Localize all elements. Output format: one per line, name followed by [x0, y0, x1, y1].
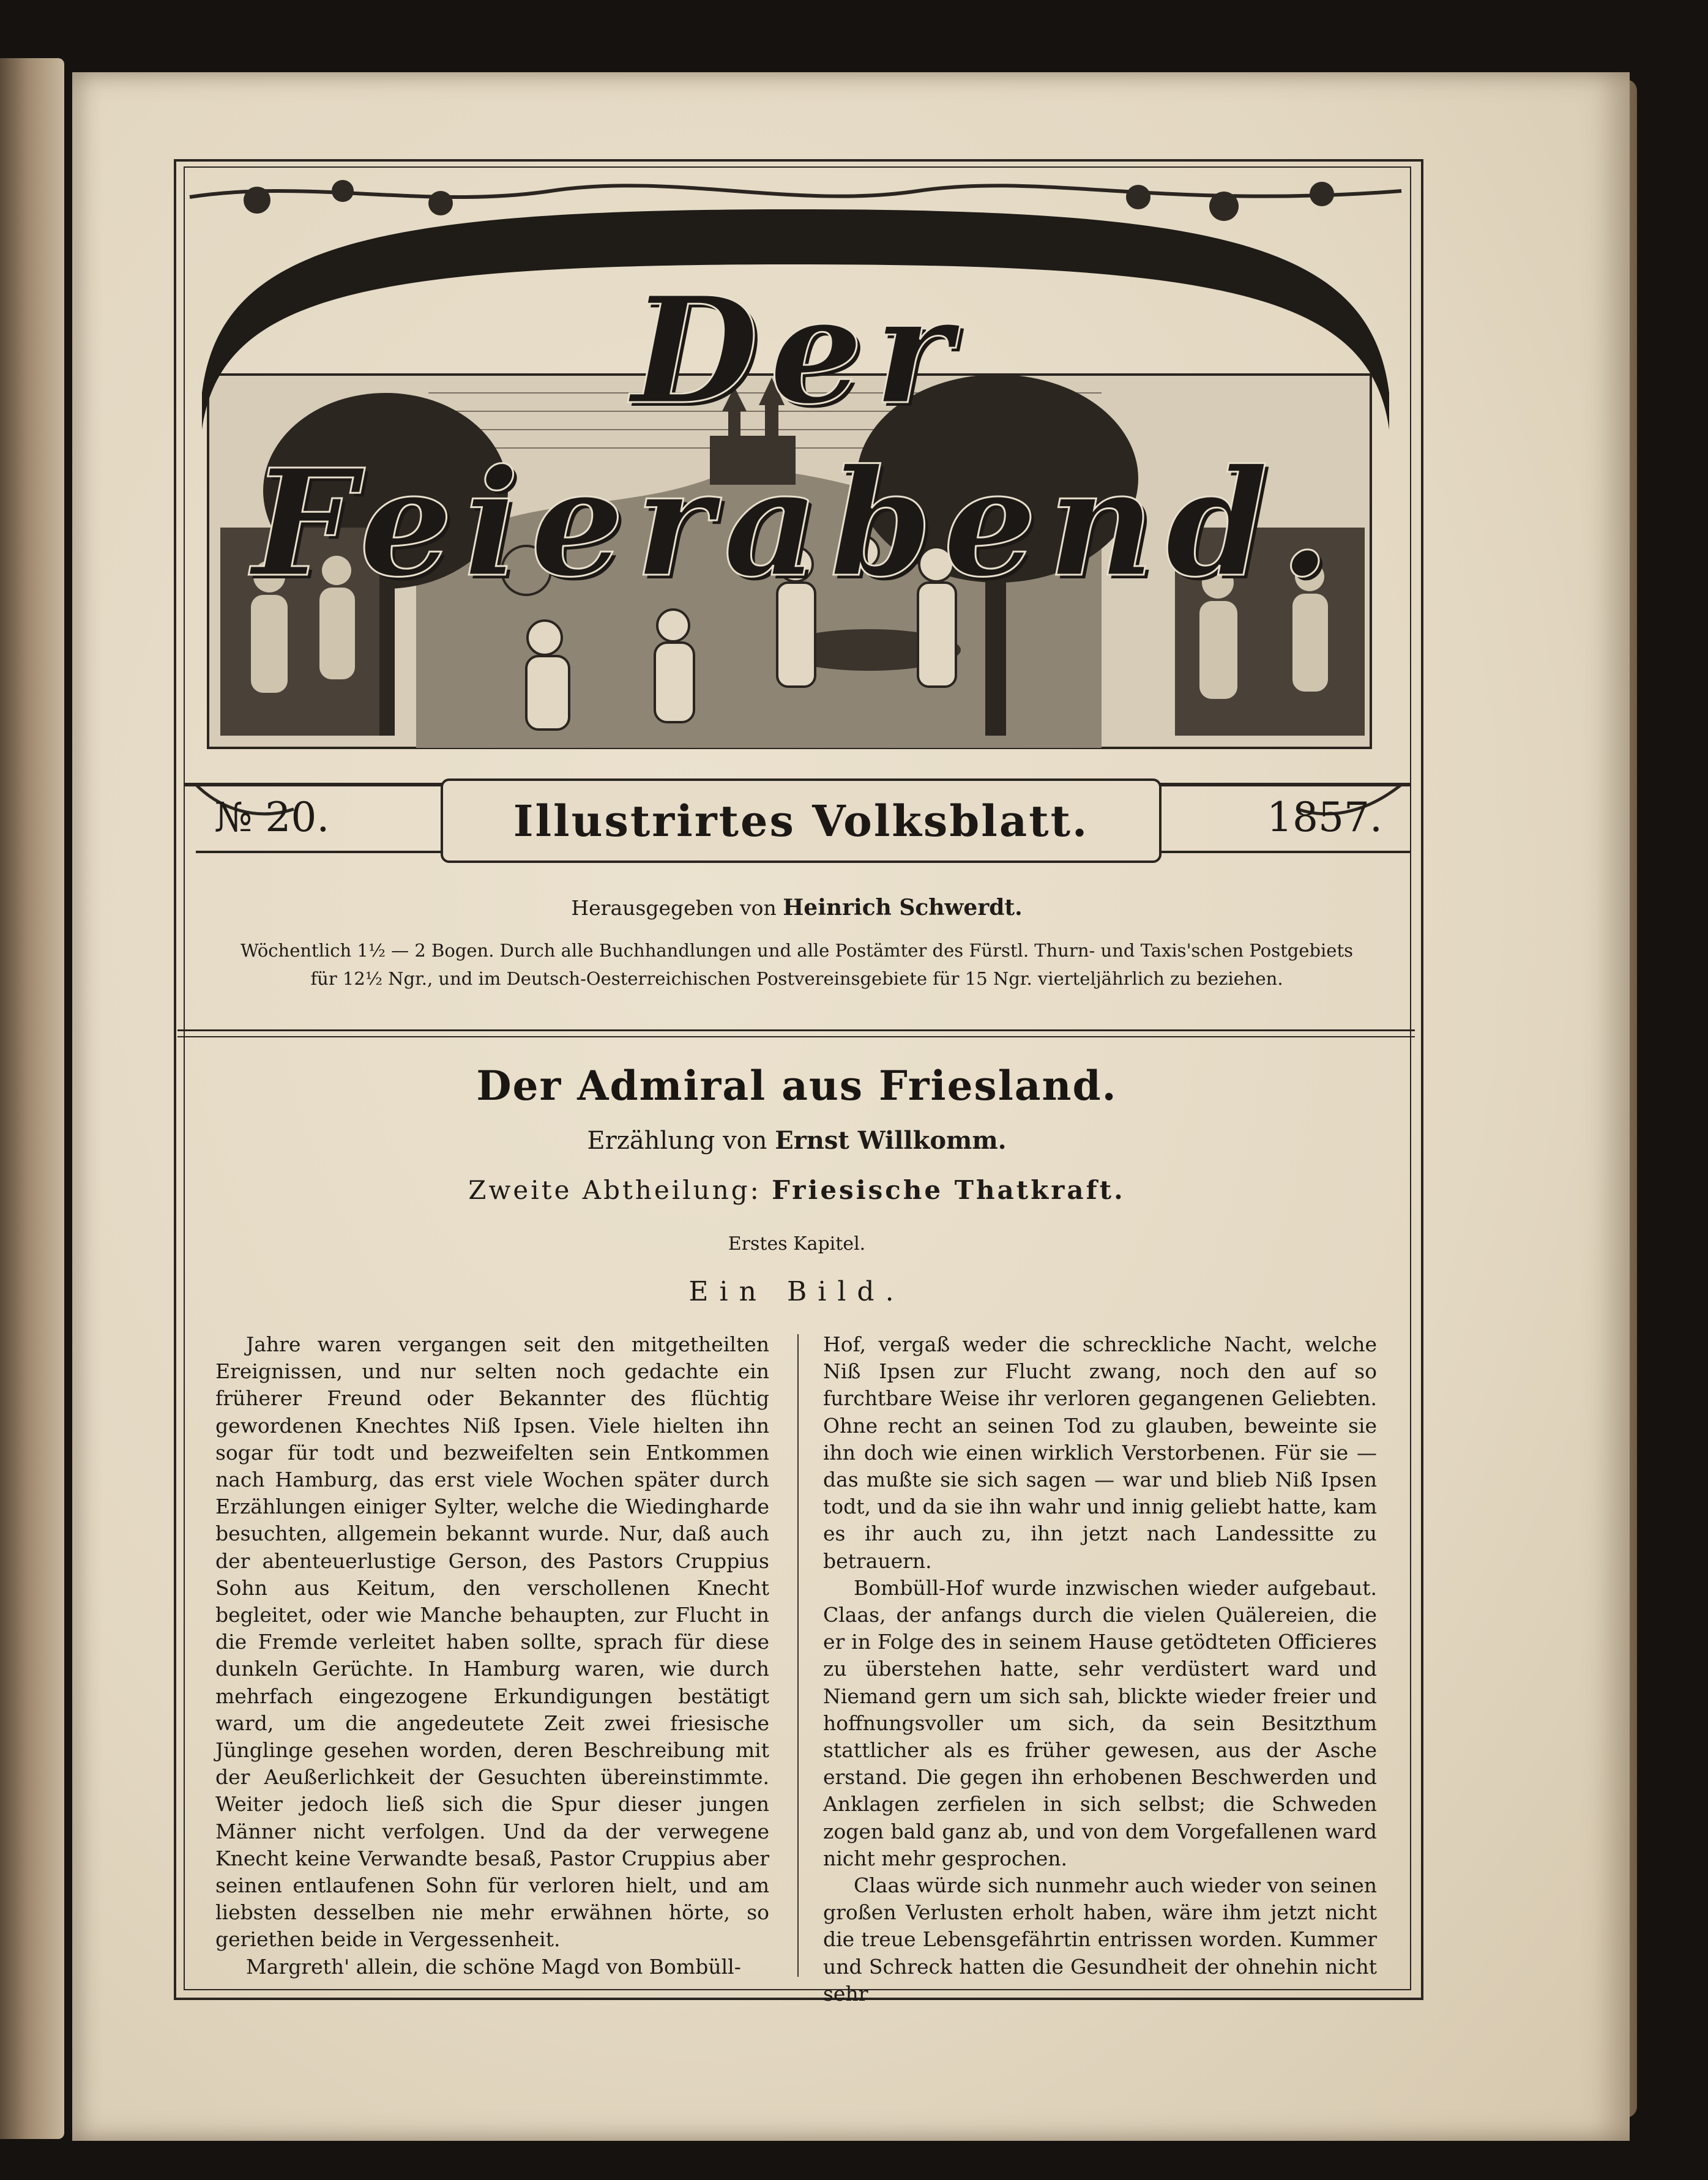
author-prefix: Erzählung von	[587, 1127, 767, 1155]
issue-number: № 20.	[214, 794, 330, 841]
masthead-subtitle: Illustrirtes Volksblatt.	[513, 795, 1089, 846]
text-column-right	[823, 1331, 1377, 2007]
masthead-title: Der Feierabend.	[252, 264, 1342, 610]
part-title: Friesische Thatkraft.	[772, 1175, 1125, 1205]
part-prefix: Zweite Abtheilung:	[468, 1175, 761, 1205]
paragraph: Jahre waren vergangen seit den mitgetheilten Ereignissen, und nur selten noch gedachte ein früherer Freund oder Bekannter des flüchtig gewordenen Knechtes Niß Ipsen. Viele hielten ihn sogar für todt und bezweifelten sein Entkommen nach Hamburg, das erst viele Wochen später durch Erzählungen einiger Sylter, welche die Wiedingharde besuchten, allgemein bekannt wurde. Nur, daß auch der abenteuerlustige Gerson, des Pastors Cruppius Sohn aus Keitum, den verschollenen Knecht begleitet, oder wie Manche behaupten, zur Flucht in die Fremde verleitet haben sollte, sprach für diese dunkeln Gerüchte. In Hamburg waren, wie durch mehrfach eingezogene Erkundigungen bestätigt ward, um die angedeutete Zeit zwei friesische Jünglinge gesehen worden, deren Beschreibung mit der Aeußerlichkeit der Gesuchten übereinstimmte. Weiter jedoch ließ sich die Spur dieser jungen Männer nicht verfolgen. Und da der verwegene Knecht keine Verwandte besaß, Pastor Cruppius aber seinen entlaufenen Sohn für verloren hielt, und am liebsten desselben nie mehr erwähnen hörte, so geriethen beide in Vergessenheit.	[215, 1332, 769, 1952]
issue-year: 1857.	[1267, 794, 1382, 841]
section-rule	[177, 1029, 1415, 1037]
editor-line	[184, 895, 1410, 920]
paragraph: Margreth' allein, die schöne Magd von Bombüll-	[246, 1954, 741, 1979]
terms-line-2: für 12½ Ngr., und im Deutsch-Oesterreichischen Postvereinsgebiete für 15 Ngr. vierteljährlich zu beziehen.	[310, 968, 1283, 989]
subscription-terms	[184, 936, 1410, 993]
paragraph: Claas würde sich nunmehr auch wieder von seinen großen Verlusten erholt haben, wäre ihm jetzt nicht die treue Lebensgefährtin entrissen worden. Kummer und Schreck hatten die Gesundheit der ohnehin nicht sehr	[823, 1873, 1377, 2006]
editor-prefix: Herausgegeben von	[571, 896, 777, 920]
story-author-line	[184, 1126, 1410, 1155]
author-name: Ernst Willkomm.	[775, 1126, 1007, 1155]
left-page-edge	[0, 58, 64, 2139]
terms-line-1: Wöchentlich 1½ — 2 Bogen. Durch alle Buchhandlungen und alle Postämter des Fürstl. Thurn- und Taxis'schen Postgebiets	[240, 940, 1353, 961]
chapter-label: Erstes Kapitel.	[728, 1233, 866, 1255]
paragraph: Hof, vergaß weder die schreckliche Nacht, welche Niß Ipsen zur Flucht zwang, noch den auf so furchtbare Weise ihr verloren gegangenen Geliebten. Ohne recht an seinen Tod zu glauben, beweinte sie ihn doch wie einen wirklich Verstorbenen. Für sie — das mußte sie sich sagen — war und blieb Niß Ipsen todt, und da sie ihn wahr und innig geliebt hatte, kam es ihr auch zu, ihn jetzt nach Landessitte zu betrauern.	[823, 1332, 1377, 1573]
subtitle-banner	[441, 778, 1162, 863]
story-part-line	[184, 1175, 1410, 1205]
editor-name: Heinrich Schwerdt.	[783, 895, 1023, 920]
text-column-left	[215, 1331, 769, 1980]
story-title: Der Admiral aus Friesland.	[476, 1062, 1117, 1110]
column-divider	[797, 1334, 799, 1977]
masthead	[184, 173, 1410, 864]
paragraph: Bombüll-Hof wurde inzwischen wieder aufgebaut. Claas, der anfangs durch die vielen Quälereien, die er in Folge des in seinem Hause getödteten Officieres zu überstehen hatte, sehr verdüstert ward und Niemand gern um sich sah, blickte wieder freier und hoffnungsvoller um sich, da sein Besitzthum stattlicher als es früher gewesen, aus der Asche erstand. Die gegen ihn erhobenen Beschwerden und Anklagen zerfielen in sich selbst; die Schweden zogen bald ganz ab, und von dem Vorgefallenen ward nicht mehr gesprochen.	[823, 1575, 1377, 1870]
chapter-heading: Ein Bild.	[688, 1276, 905, 1307]
